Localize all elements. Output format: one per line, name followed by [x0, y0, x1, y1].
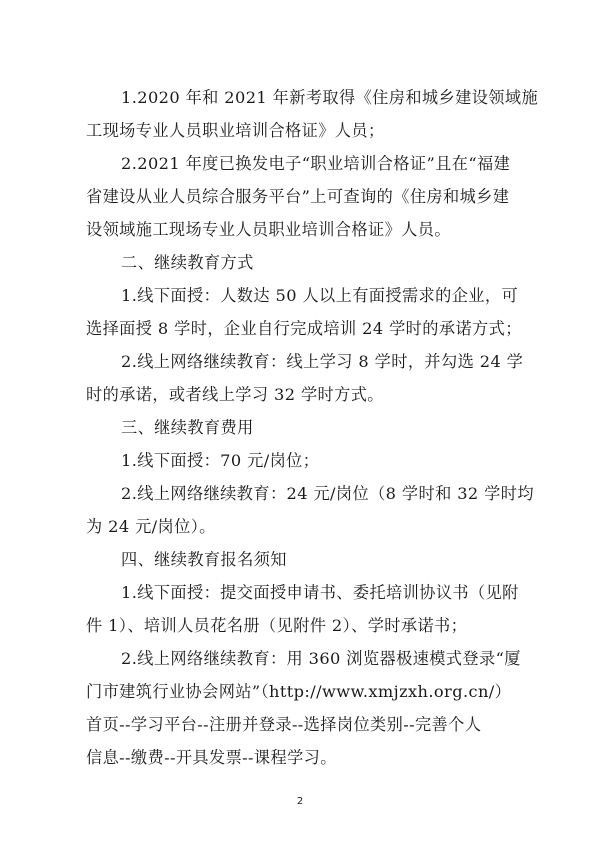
text-line: 时的承诺，或者线上学习 32 学时方式。	[86, 385, 384, 404]
text-line: 2.线上网络继续教育：24 元/岗位（8 学时和 32 学时均	[121, 484, 534, 503]
section-heading: 二、继续教育方式	[121, 253, 254, 272]
page-number: 2	[296, 796, 304, 807]
text-line: 门市建筑行业协会网站”（http://www.xmjzxh.org.cn/）	[86, 682, 512, 701]
text-line: 2.线上网络继续教育：线上学习 8 学时，并勾选 24 学	[121, 352, 524, 371]
text-line: 首页--学习平台--注册并登录--选择岗位类别--完善个人	[86, 715, 482, 734]
text-line: 信息--缴费--开具发票--课程学习。	[86, 748, 337, 767]
text-line: 选择面授 8 学时，企业自行完成培训 24 学时的承诺方式；	[86, 319, 522, 338]
text-line: 设领域施工现场专业人员职业培训合格证》人员。	[86, 220, 451, 239]
text-line: 工现场专业人员职业培训合格证》人员；	[86, 121, 385, 140]
text-line: 2.线上网络继续教育：用 360 浏览器极速模式登录“厦	[121, 649, 521, 668]
text-line: 件 1）、培训人员花名册（见附件 2）、学时承诺书；	[86, 616, 468, 635]
text-line: 1.线下面授：人数达 50 人以上有面授需求的企业，可	[121, 286, 519, 305]
text-line: 1.线下面授：提交面授申请书、委托培训协议书（见附	[121, 583, 519, 602]
section-heading: 三、继续教育费用	[121, 418, 254, 437]
section-heading: 四、继续教育报名须知	[121, 550, 287, 569]
text-line: 2.2021 年度已换发电子“职业培训合格证”且在“福建	[121, 154, 511, 173]
text-line: 1.2020 年和 2021 年新考取得《住房和城乡建设领域施	[121, 88, 539, 107]
text-line: 1.线下面授：70 元/岗位；	[121, 451, 320, 470]
text-line: 为 24 元/岗位）。	[86, 517, 216, 536]
text-line: 省建设从业人员综合服务平台”上可查询的《住房和城乡建	[86, 187, 510, 206]
